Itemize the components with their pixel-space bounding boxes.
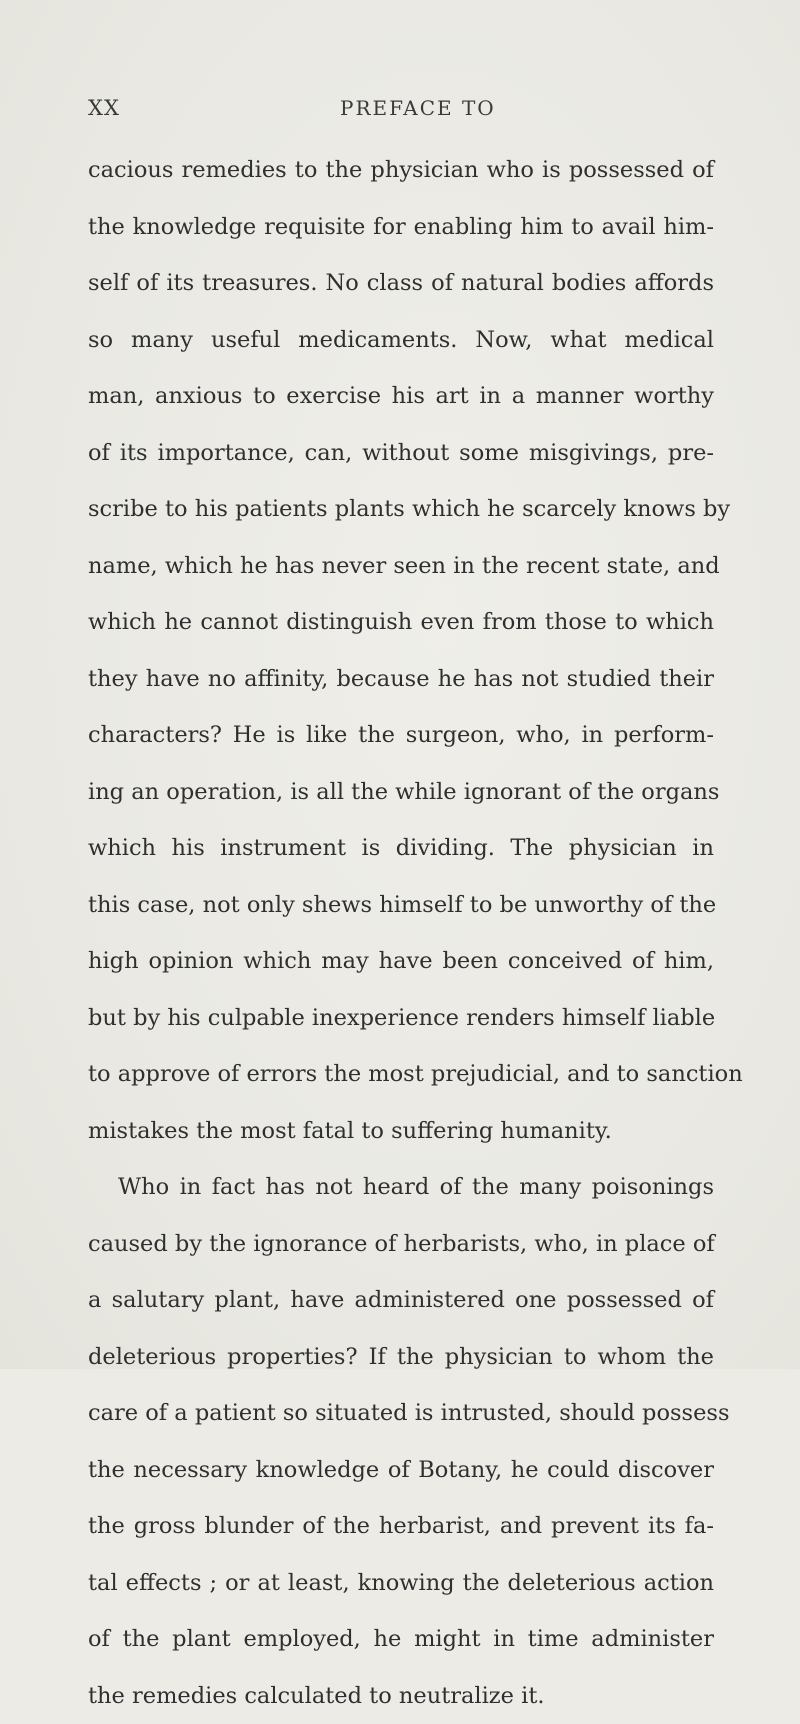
text-line: the necessary knowledge of Botany, he could discover [88, 1442, 714, 1499]
text-line: scribe to his patients plants which he scarcely knows by [88, 481, 714, 538]
text-line: which he cannot distinguish even from those to which [88, 594, 714, 651]
text-line: of the plant employed, he might in time administer [88, 1611, 714, 1668]
text-line: deleterious properties? If the physician to whom the [88, 1329, 714, 1386]
body-text [88, 142, 714, 1724]
text-line: caused by the ignorance of herbarists, who, in place of [88, 1216, 714, 1273]
text-line: the gross blunder of the herbarist, and prevent its fa- [88, 1498, 714, 1555]
text-line: of its importance, can, without some misgivings, pre- [88, 425, 714, 482]
text-line: but by his culpable inexperience renders himself liable [88, 990, 714, 1047]
running-head [0, 96, 800, 126]
paragraph-first-line: Who in fact has not heard of the many poisonings [88, 1159, 714, 1216]
text-line: care of a patient so situated is intrusted, should possess [88, 1385, 714, 1442]
text-line: man, anxious to exercise his art in a manner worthy [88, 368, 714, 425]
text-line: characters? He is like the surgeon, who, in perform- [88, 707, 714, 764]
text-line: tal effects ; or at least, knowing the deleterious action [88, 1555, 714, 1612]
text-line: a salutary plant, have administered one possessed of [88, 1272, 714, 1329]
text-line: to approve of errors the most prejudicial, and to sanction [88, 1046, 714, 1103]
text-line: which his instrument is dividing. The physician in [88, 820, 714, 877]
page-number: XX [88, 96, 120, 120]
text-line: cacious remedies to the physician who is possessed of [88, 142, 714, 199]
running-head-title: PREFACE TO [340, 96, 496, 120]
paragraph-end-line: mistakes the most fatal to suffering humanity. [88, 1103, 714, 1160]
text-line: so many useful medicaments. Now, what medical [88, 312, 714, 369]
text-line: ing an operation, is all the while ignorant of the organs [88, 764, 714, 821]
text-line: the knowledge requisite for enabling him to avail him- [88, 199, 714, 256]
text-line: this case, not only shews himself to be unworthy of the [88, 877, 714, 934]
text-line: self of its treasures. No class of natural bodies affords [88, 255, 714, 312]
paragraph-end-line: the remedies calculated to neutralize it. [88, 1668, 714, 1724]
text-line: high opinion which may have been conceived of him, [88, 933, 714, 990]
text-line: they have no affinity, because he has not studied their [88, 651, 714, 708]
text-line: name, which he has never seen in the recent state, and [88, 538, 714, 595]
